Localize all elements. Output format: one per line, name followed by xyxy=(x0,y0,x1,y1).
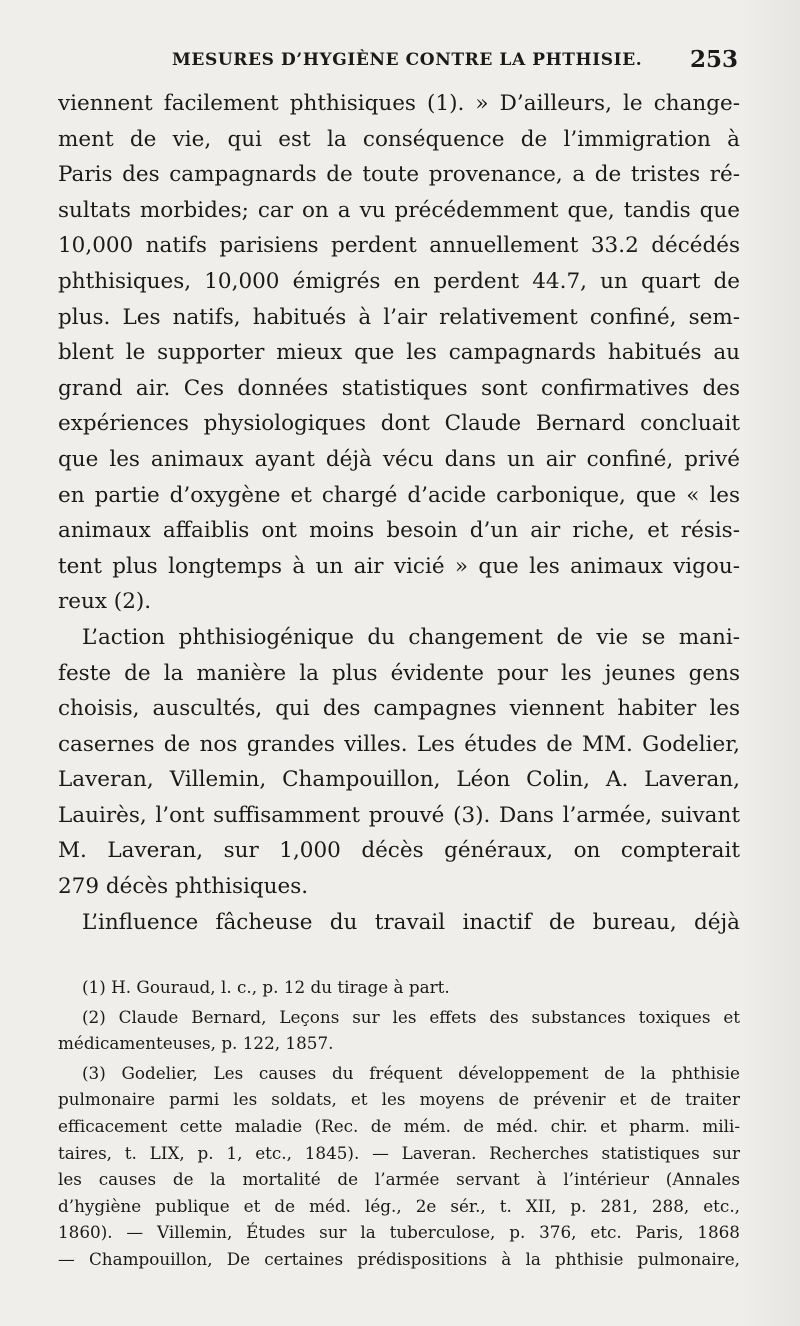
footnotes xyxy=(58,974,740,1273)
text-line: sultats morbides; car on a vu précédemment que, tandis que xyxy=(58,197,740,223)
footnote-line: d’hygiène publique et de méd. lég., 2e sér., t. XII, p. 281, 288, etc., xyxy=(58,1195,740,1216)
text-line: 10,000 natifs parisiens perdent annuellement 33.2 décédés xyxy=(58,233,740,259)
text-line: Paris des campagnards de toute provenance, a de tristes ré- xyxy=(58,162,740,188)
footnote-3: (3) Godelier, Les causes du fréquent développement de la phthisie xyxy=(82,1062,740,1083)
text-line: que les animaux ayant déjà vécu dans un air confiné, privé xyxy=(58,446,740,472)
footnote-line: 1860). — Villemin, Études sur la tuberculose, p. 376, etc. Paris, 1868 xyxy=(58,1222,740,1243)
text-line: viennent facilement phthisiques (1). » D’ailleurs, le change- xyxy=(58,91,740,116)
text-line: tent plus longtemps à un air vicié » que les animaux vigou- xyxy=(58,553,740,579)
text-line: Lauirès, l’ont suffisamment prouvé (3). Dans l’armée, suivant xyxy=(58,802,740,828)
footnote-line: taires, t. LIX, p. 1, etc., 1845). — Laveran. Recherches statistiques sur xyxy=(58,1142,740,1163)
text-line: choisis, auscultés, qui des campagnes viennent habiter les xyxy=(58,696,740,722)
text-line: grand air. Ces données statistiques sont confirmatives des xyxy=(58,375,740,401)
text-line: L’action phthisiogénique du changement de vie se mani- xyxy=(82,624,740,650)
footnote-1: (1) H. Gouraud, l. c., p. 12 du tirage à part. xyxy=(82,977,450,997)
text-line: plus. Les natifs, habitués à l’air relativement confiné, sem- xyxy=(58,304,740,330)
footnote-line: efficacement cette maladie (Rec. de mém. de méd. chir. et pharm. mili- xyxy=(58,1115,740,1136)
text-line: en partie d’oxygène et chargé d’acide carbonique, que « les xyxy=(58,482,740,508)
running-header xyxy=(58,44,740,80)
text-line: ment de vie, qui est la conséquence de l’immigration à xyxy=(58,126,740,152)
footnote-line: pulmonaire parmi les soldats, et les moyens de prévenir et de traiter xyxy=(58,1089,740,1110)
text-line: animaux affaiblis ont moins besoin d’un air riche, et résis- xyxy=(58,518,740,544)
text-line: 279 décès phthisiques. xyxy=(58,874,309,900)
text-line: reux (2). xyxy=(58,589,152,615)
footnote-line: — Champouillon, De certaines prédispositions à la phthisie pulmonaire, xyxy=(58,1248,740,1269)
text-line: L’influence fâcheuse du travail inactif de bureau, déjà xyxy=(82,909,740,935)
text-line: expériences physiologiques dont Claude Bernard concluait xyxy=(58,411,740,437)
page-number: 253 xyxy=(689,46,738,73)
footnote-line: les causes de la mortalité de l’armée servant à l’intérieur (Annales xyxy=(58,1169,740,1190)
footnote-2: (2) Claude Bernard, Leçons sur les effets des substances toxiques et xyxy=(82,1006,740,1027)
text-line: phthisiques, 10,000 émigrés en perdent 44.7, un quart de xyxy=(58,268,740,294)
text-line: M. Laveran, sur 1,000 décès généraux, on compterait xyxy=(58,838,740,864)
footnote-line: médicamenteuses, p. 122, 1857. xyxy=(58,1033,334,1054)
text-line: Laveran, Villemin, Champouillon, Léon Colin, A. Laveran, xyxy=(58,767,740,793)
page-edge-shadow xyxy=(740,0,800,1326)
text-line: casernes de nos grandes villes. Les études de MM. Godelier, xyxy=(58,731,740,757)
running-title: MESURES D’HYGIÈNE CONTRE LA PHTHISIE. xyxy=(172,50,643,70)
text-line: blent le supporter mieux que les campagnards habitués au xyxy=(58,340,740,366)
text-line: feste de la manière la plus évidente pour les jeunes gens xyxy=(58,660,740,686)
body-text xyxy=(58,86,740,940)
